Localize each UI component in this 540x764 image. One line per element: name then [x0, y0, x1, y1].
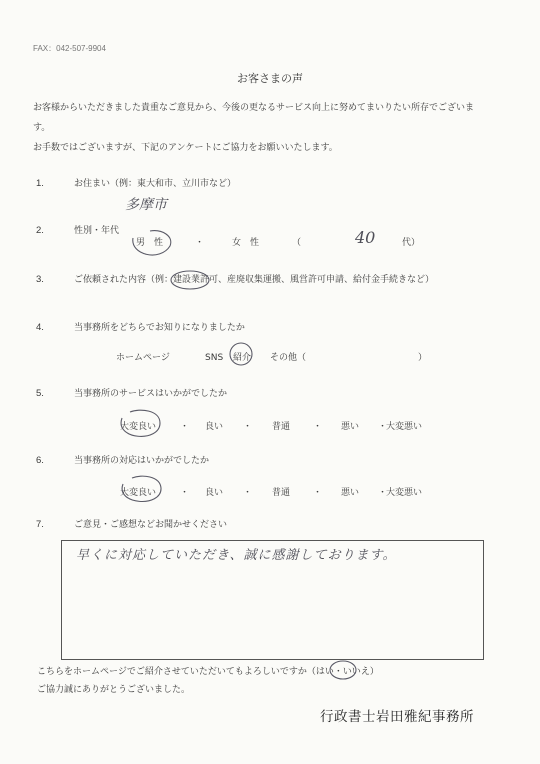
- q7-number: 7.: [36, 519, 44, 530]
- intro-line-2: す。: [33, 123, 51, 133]
- q5-separator: ・: [180, 422, 190, 432]
- q6-option-very-good: 大変良い: [120, 488, 157, 498]
- q6-option-bad: 悪い: [341, 488, 360, 498]
- q4-option-homepage: ホームページ: [116, 353, 170, 363]
- q5-option-very-bad: 大変悪い: [386, 422, 423, 432]
- q5-option-average: 普通: [272, 422, 291, 432]
- q6-separator: ・: [378, 488, 388, 498]
- q5-separator: ・: [313, 422, 323, 432]
- q4-option-referral: 紹介: [233, 353, 252, 363]
- q2-number: 2.: [36, 225, 44, 236]
- q1-number: 1.: [36, 178, 44, 189]
- q6-separator: ・: [180, 488, 190, 498]
- q5-label: 当事務所のサービスはいかがでしたか: [74, 389, 228, 399]
- q7-label: ご意見・ご感想などお聞かせください: [74, 520, 228, 530]
- q6-option-good: 良い: [205, 488, 224, 498]
- q7-handwritten-comment: 早くに対応していただき、誠に感謝しております。: [76, 548, 397, 563]
- q2-handwritten-age: 40: [355, 228, 376, 247]
- q5-separator: ・: [378, 422, 388, 432]
- q2-separator: ・: [195, 238, 205, 248]
- intro-line-3: お手数ではございますが、下記のアンケートにご協力をお願いいたします。: [33, 143, 338, 153]
- q1-label: お住まい（例：東大和市、立川市など）: [74, 179, 237, 189]
- intro-line-1: お客様からいただきました貴重なご意見から、今後の更なるサービス向上に努めてまいりたい所存でございま: [33, 103, 475, 113]
- q6-number: 6.: [36, 455, 44, 466]
- q3-label: ご依頼された内容（例：建設業許可、産廃収集運搬、風営許可申請、給付金手続きなど）: [74, 275, 435, 285]
- q4-option-other: その他（: [270, 353, 307, 363]
- q6-separator: ・: [243, 488, 253, 498]
- q5-number: 5.: [36, 388, 44, 399]
- q5-option-good: 良い: [205, 422, 224, 432]
- q2-age-suffix: 代）: [402, 238, 421, 248]
- q5-option-very-good: 大変良い: [120, 422, 157, 432]
- q4-option-other-close: ）: [418, 353, 428, 363]
- q4-label: 当事務所をどちらでお知りになりましたか: [74, 323, 245, 333]
- q4-option-sns: SNS: [205, 353, 224, 363]
- q2-age-paren-open: （: [292, 238, 302, 248]
- q5-option-bad: 悪い: [341, 422, 360, 432]
- consent-question: こちらをホームページでご紹介させていただいてもよろしいですか（はい・いいえ）: [37, 667, 379, 677]
- q6-option-average: 普通: [272, 488, 291, 498]
- q3-number: 3.: [36, 274, 44, 285]
- q1-handwritten-answer: 多摩市: [125, 197, 167, 213]
- q2-label: 性別・年代: [74, 226, 120, 236]
- office-name-stamp: 行政書士岩田雅紀事務所: [320, 709, 474, 725]
- q5-separator: ・: [243, 422, 253, 432]
- q6-separator: ・: [313, 488, 323, 498]
- thanks-message: ご協力誠にありがとうございました。: [37, 685, 191, 695]
- q2-female-option: 女 性: [232, 238, 260, 248]
- q4-number: 4.: [36, 322, 44, 333]
- q6-option-very-bad: 大変悪い: [386, 488, 423, 498]
- fax-number: FAX：042-507-9904: [33, 44, 106, 53]
- page-title: お客さまの声: [237, 72, 303, 85]
- q6-label: 当事務所の対応はいかがでしたか: [74, 456, 210, 466]
- q2-male-option: 男 性: [136, 238, 164, 248]
